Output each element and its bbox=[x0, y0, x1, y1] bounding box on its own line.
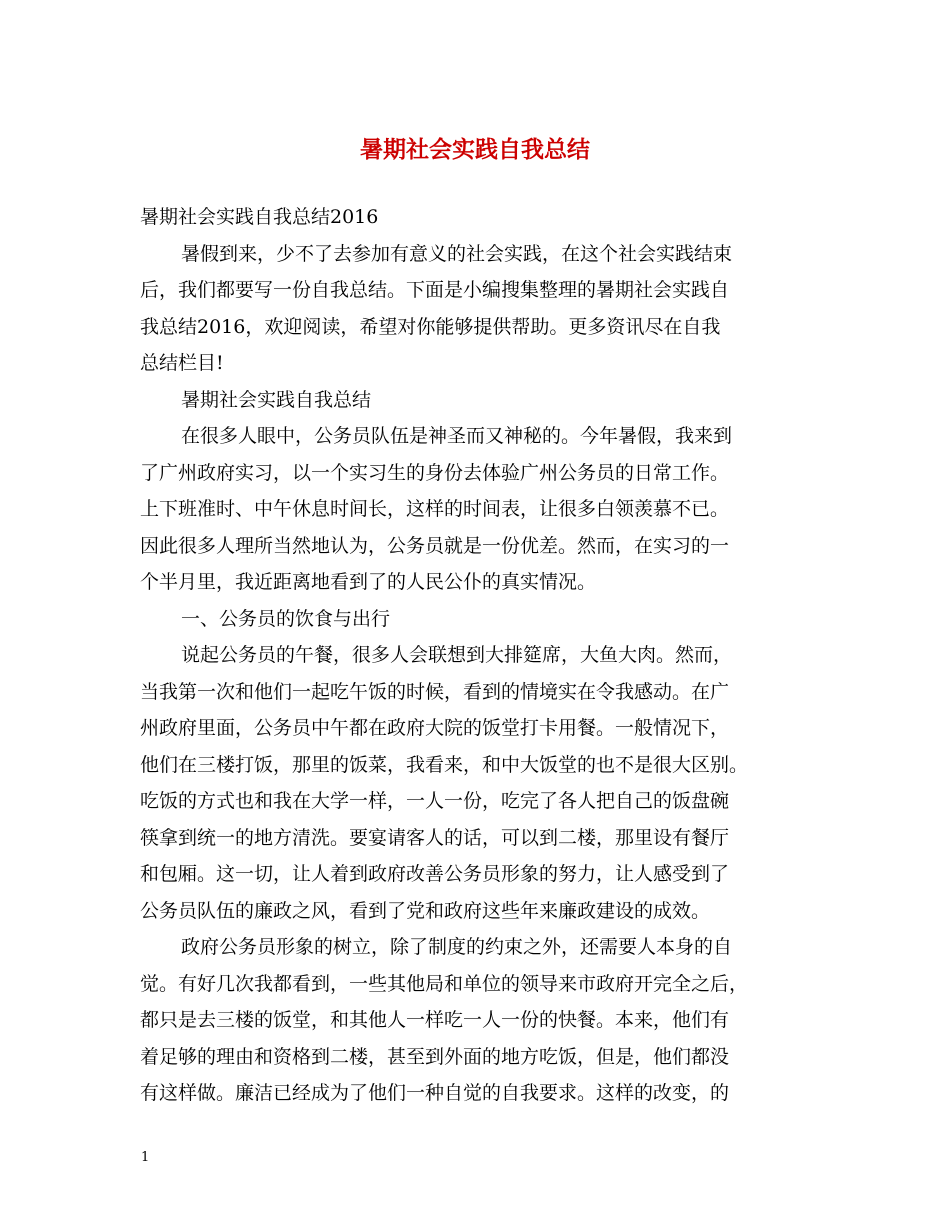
text-line: 说起公务员的午餐，很多人会联想到大排筵席，大鱼大肉。然而， bbox=[181, 644, 733, 666]
text-line: 着足够的理由和资格到二楼，甚至到外面的地方吃饭，但是，他们都没 bbox=[140, 1046, 730, 1068]
text-line: 筷拿到统一的地方清洗。要宴请客人的话，可以到二楼，那里设有餐厅 bbox=[140, 827, 730, 849]
text-line: 他们在三楼打饭，那里的饭菜，我看来，和中大饭堂的也不是很大区别。 bbox=[140, 754, 749, 776]
text-line: 上下班准时、中午休息时间长，这样的时间表，让很多白领羡慕不已。 bbox=[140, 498, 730, 520]
text-line: 了广州政府实习，以一个实习生的身份去体验广州公务员的日常工作。 bbox=[140, 462, 730, 484]
text-line: 吃饭的方式也和我在大学一样，一人一份，吃完了各人把自己的饭盘碗 bbox=[140, 790, 730, 812]
text-line: 因此很多人理所当然地认为，公务员就是一份优差。然而，在实习的一 bbox=[140, 535, 730, 557]
text-line: 个半月里，我近距离地看到了的人民公仆的真实情况。 bbox=[140, 571, 597, 593]
text-line: 公务员队伍的廉政之风，看到了党和政府这些年来廉政建设的成效。 bbox=[140, 900, 711, 922]
text-line: 当我第一次和他们一起吃午饭的时候，看到的情境实在令我感动。在广 bbox=[140, 681, 730, 703]
subtitle-line: 暑期社会实践自我总结2016 bbox=[140, 206, 379, 228]
section-heading: 暑期社会实践自我总结 bbox=[181, 389, 372, 411]
text-line: 总结栏目! bbox=[140, 352, 224, 374]
text-line: 后，我们都要写一份自我总结。下面是小编搜集整理的暑期社会实践自 bbox=[140, 279, 730, 301]
document-title: 暑期社会实践自我总结 bbox=[360, 136, 590, 163]
text-line: 有这样做。廉洁已经成为了他们一种自觉的自我要求。这样的改变，的 bbox=[140, 1082, 730, 1104]
text-line: 觉。有好几次我都看到，一些其他局和单位的领导来市政府开完全之后， bbox=[140, 973, 749, 995]
text-line: 州政府里面，公务员中午都在政府大院的饭堂打卡用餐。一般情况下， bbox=[140, 717, 730, 739]
page-number: 1 bbox=[141, 1150, 150, 1165]
text-line: 政府公务员形象的树立，除了制度的约束之外，还需要人本身的自 bbox=[181, 936, 733, 958]
section-heading: 一、公务员的饮食与出行 bbox=[181, 608, 391, 630]
text-line: 都只是去三楼的饭堂，和其他人一样吃一人一份的快餐。本来，他们有 bbox=[140, 1009, 730, 1031]
text-line: 在很多人眼中，公务员队伍是神圣而又神秘的。今年暑假，我来到 bbox=[181, 425, 733, 447]
text-line: 暑假到来，少不了去参加有意义的社会实践，在这个社会实践结束 bbox=[181, 243, 733, 265]
text-line: 我总结2016，欢迎阅读，希望对你能够提供帮助。更多资讯尽在自我 bbox=[140, 316, 721, 338]
text-line: 和包厢。这一切，让人着到政府改善公务员形象的努力，让人感受到了 bbox=[140, 863, 730, 885]
